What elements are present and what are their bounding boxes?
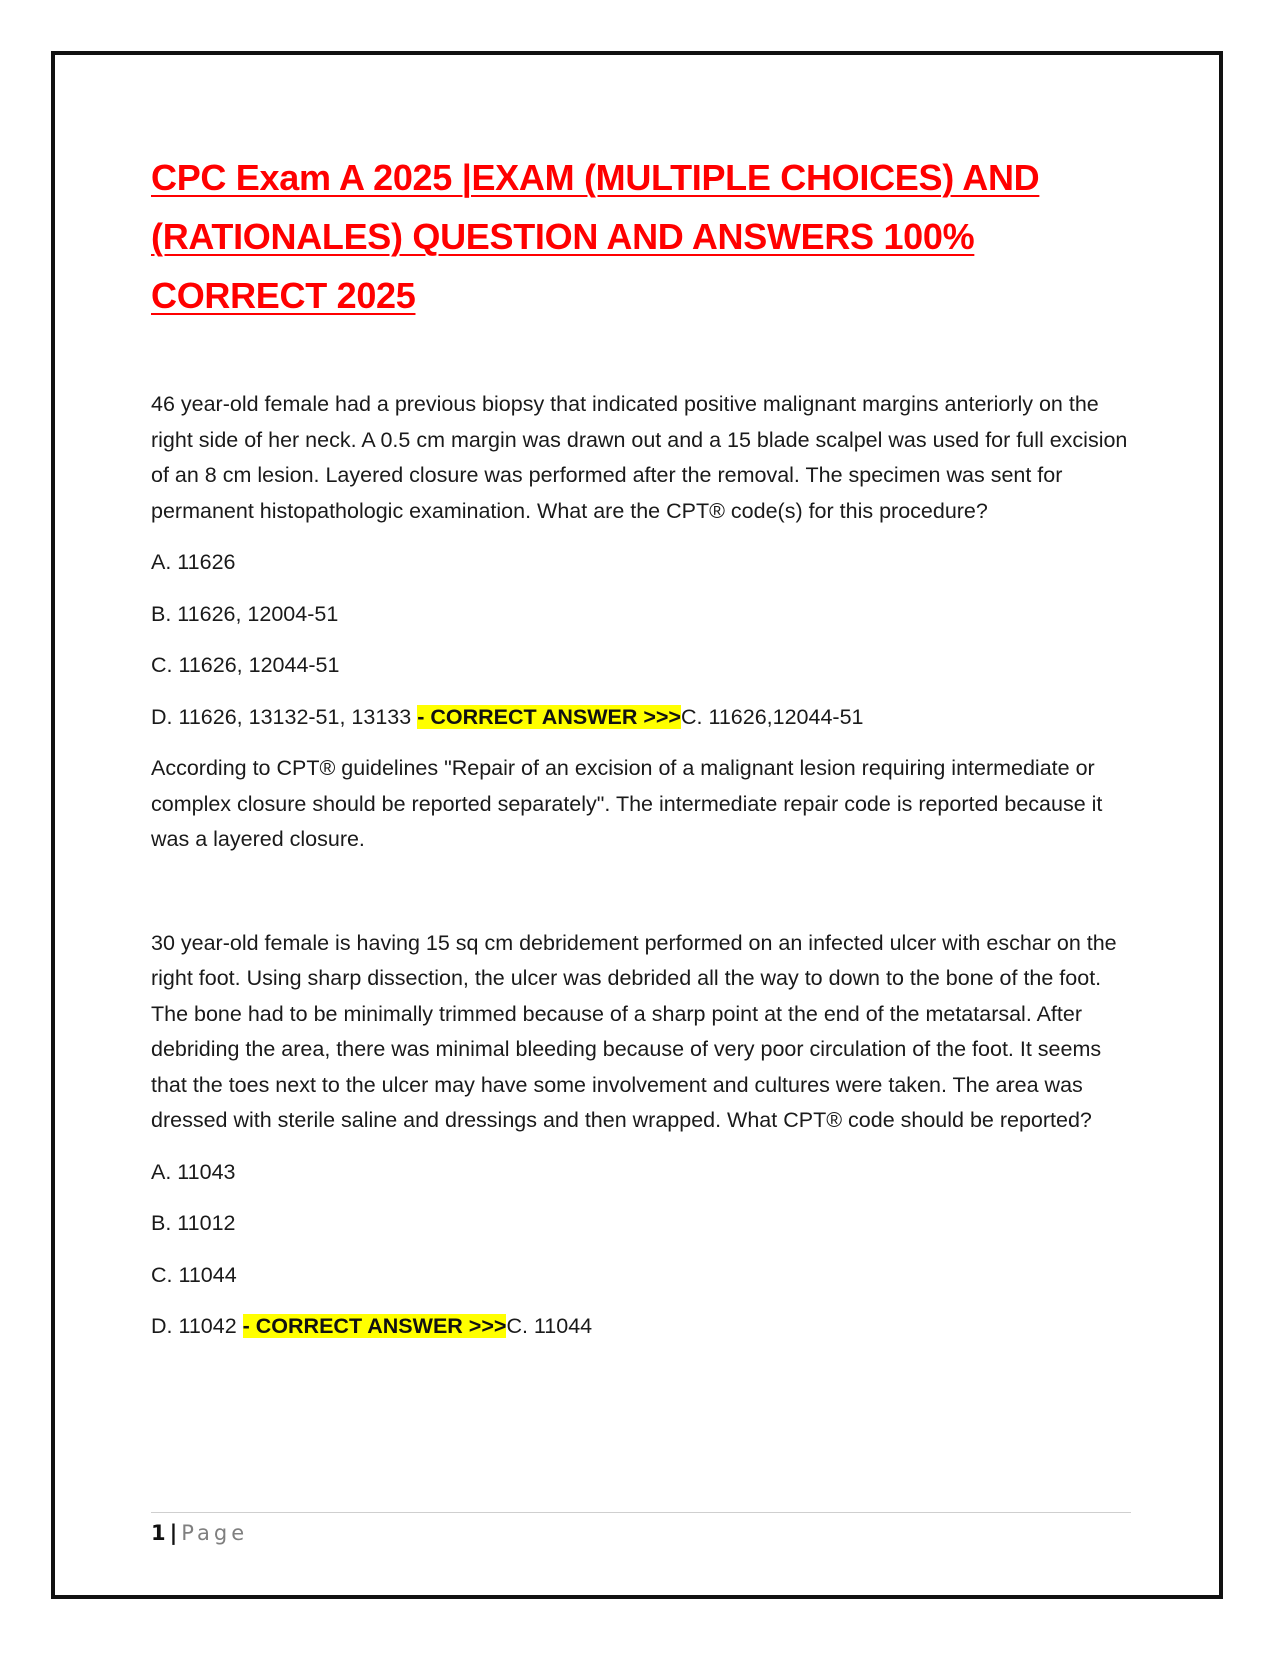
option-c: C. 11626, 12044-51 [151,653,340,677]
correct-answer-text: C. 11626,12044-51 [681,704,864,729]
footer-separator: | [169,1521,178,1545]
footer-divider [151,1512,1131,1513]
page-number: 1 [151,1521,166,1545]
option-d-with-answer [151,1309,1141,1345]
option-a: A. 11626 [151,550,236,574]
option-d: D. 11042 [151,1314,243,1338]
correct-answer-marker: - CORRECT ANSWER >>> [242,1314,507,1338]
option-c: C. 11044 [151,1262,237,1287]
rationale: According to CPT® guidelines "Repair of an excision of a malignant lesion requiring intermediate or complex closure should be reported separately". The intermediate repair code is reported because it was a layered closure. [151,756,1103,851]
page-footer [151,1518,248,1548]
question-2 [151,926,1141,1345]
option-b: B. 11012 [151,1211,236,1235]
option-d: D. 11626, 13132-51, 13133 [151,704,418,729]
document-title: CPC Exam A 2025 |EXAM (MULTIPLE CHOICES) AND (RATIONALES) QUESTION AND ANSWERS 100% CORRECT 2025 [151,157,1040,316]
question-stem: 46 year-old female had a previous biopsy that indicated positive malignant margins anteriorly on the right side of her neck. A 0.5 cm margin was drawn out and a 15 blade scalpel was used for full excision of an 8 cm lesion. Layered closure was performed after the removal. The specimen was sent for permanent histopathologic examination. What are the CPT® code(s) for this procedure? [151,392,1128,523]
option-d-with-answer [151,700,1141,736]
question-stem: 30 year-old female is having 15 sq cm debridement performed on an infected ulcer with eschar on the right foot. Using sharp dissection, the ulcer was debrided all the way to down to the bone of the foot. The bone had to be minimally trimmed because of a sharp point at the end of the metatarsal. After debriding the area, there was minimal bleeding because of very poor circulation of the foot. It seems that the toes next to the ulcer may have some involvement and cultures were taken. The area was dressed with sterile saline and dressings and then wrapped. What CPT® code should be reported? [151,930,1117,1132]
page-content [151,148,1141,1345]
correct-answer-marker: - CORRECT ANSWER >>> [417,704,681,729]
page-label: Page [181,1521,249,1545]
option-b: B. 11626, 12004-51 [151,601,339,626]
option-a: A. 11043 [151,1159,236,1184]
question-1 [151,387,1141,858]
correct-answer-text: C. 11044 [506,1314,593,1338]
